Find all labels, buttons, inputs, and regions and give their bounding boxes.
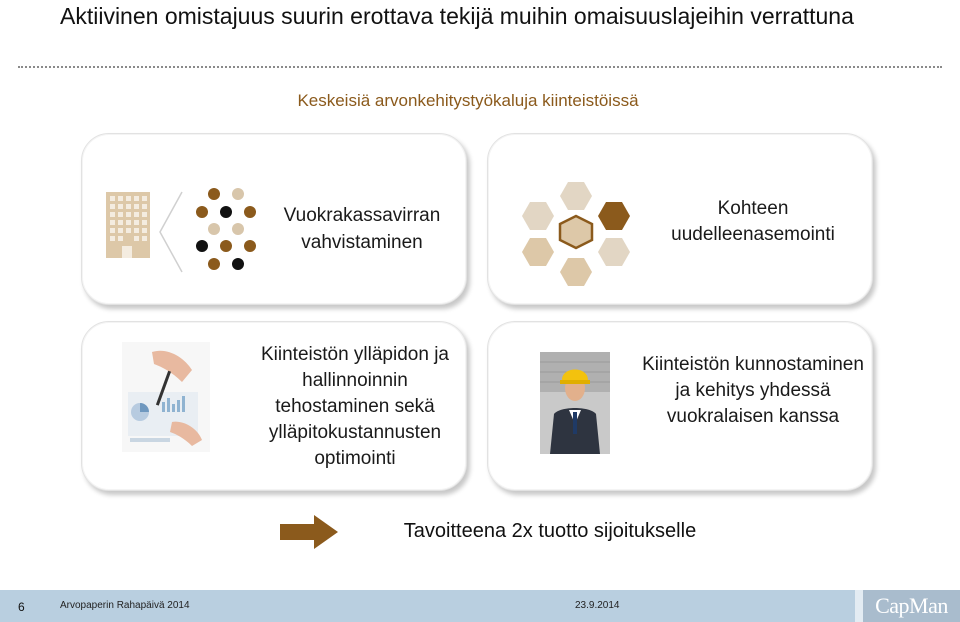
goal-text: Tavoitteena 2x tuotto sijoitukselle <box>403 520 697 542</box>
arrow-right-icon <box>280 515 338 549</box>
dot-pattern-icon <box>192 186 262 270</box>
card-renovation <box>487 321 873 491</box>
card-text-maintenance: Kiinteistön ylläpidon ja hallinnoinnin tehostaminen sekä ylläpitokustannusten optimointi <box>260 344 449 469</box>
page-number: 6 <box>18 600 25 614</box>
logo-separator <box>855 590 863 622</box>
hexagon-cluster-icon <box>520 178 630 290</box>
card-cashflow <box>81 133 467 305</box>
event-name: Arvopaperin Rahapäivä 2014 <box>60 600 190 611</box>
card-text-renovation: Kiinteistön kunnostaminen ja kehitys yhdessä vuokralaisen kanssa <box>642 354 864 427</box>
slide-title: Aktiivinen omistajuus suurin erottava tekijä muihin omaisuuslajeihin verrattuna <box>60 3 854 29</box>
dotted-divider <box>18 66 942 68</box>
capman-logo: CapMan <box>863 590 960 622</box>
card-repositioning <box>487 133 873 305</box>
footer-bar <box>0 590 960 622</box>
analysis-photo <box>122 342 210 452</box>
engineer-photo <box>540 352 610 454</box>
slide-subtitle: Keskeisiä arvonkehitystyökaluja kiinteistöissä <box>297 91 639 110</box>
chevron-divider-icon <box>156 190 186 274</box>
footer-date: 23.9.2014 <box>575 600 620 611</box>
building-icon <box>104 190 152 260</box>
card-text-cashflow: Vuokrakassavirran vahvistaminen <box>283 205 441 253</box>
card-maintenance <box>81 321 467 491</box>
card-text-repositioning: Kohteen uudelleenasemointi <box>671 198 835 245</box>
